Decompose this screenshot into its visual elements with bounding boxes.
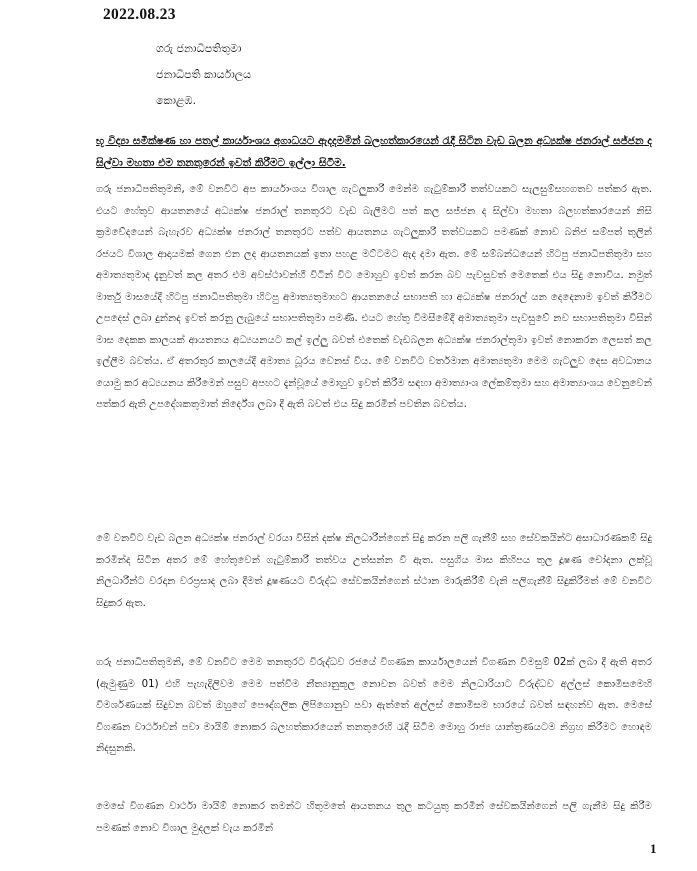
letter-subject: භූ විද්‍යා සමීක්ෂණ හා පතල් කාර්යාංශය අගාධයට ඇදදමමින් බලහත්කාරයෙන් රැදී සිටින වැඩ බලන අධ්‍යක්ෂ ජනරාල් සජ්ජන ද සිල්වා මහතා එම තනතුරෙන් ඉවත් කිරීමට ඉල්ලා සිටීම. [96,135,652,169]
body-paragraph-1: ගරු ජනාධිපතිතුමනි, මේ වනවිට අප කාර්යාංශය විශාල ගැටලුකාරී මෙන්ම ගැටුම්කාරී තත්වයකට සැලසුම්සහගතව පත්කර ඇත. එයට හේතුව ආයතනයේ අධ්‍යක්ෂ ජනරාල් තනතුරට වැඩ බැලීමට පත් කල සජ්ජන ද සිල්වා මහතා බලහත්කාරයෙන් නිසි ක්‍රමවේදයෙන් බැහැරව අධ්‍යක්ෂ ජනරාල් තනතුරට පත්ව ආයතනය ගැටලුකාරී තත්වයකට පමණක් නොව බනිජ සම්පත් තුලින් රජයට විශාල ආදායමක් ගෙන එන ලද ආයතනයක් ඉතා පහළ මට්ටමට ඇද දමා ඇත. මේ සම්බන්ධයෙන් හිටපු ජනාධිපතිතුමා සහ අමාත්‍යතුමාද දැනුවත් කල අතර එම අවස්ථාවන්හී විටින් විට මොහුව ඉවත් කරන බව පැවසුවත් මෙතෙක් එය සිදු නොවිය. නමුත් මාර්තු මාසයේදී හිටපු ජනාධිපතිතුමා හිටපු අමාත්‍යතුමාහට ආයතනයේ සභාපති හා අධ්‍යක්ෂ ජනරාල් යන දෙදෙනාම ඉවත් කිරීමට උපදෙස් ලබා දුන්නද ඉවත් කරනු ලැබුයේ සභාපතිතුමා පමණි. එයට හේතු විමසීමේදී අමාත්‍යතුමා පැවසුවේ නව සභාපතිතුමා විසින් මාස දෙකක කාලයක් ආයතනය අධ්‍යයනයට කල් ඉල්ලු බවත් එතෙක් වැඩබලන අධ්‍යක්ෂ ජනරාල්තුමා ඉවත් නොකරන ලෙසත් කල ඉල්ලීම බවත්ය. ඒ අතරතුර කාලයේදී අමාත්‍ය ධූරය වෙනස් විය. මේ වනවිට වර්තමාන අමාත්‍යතුමා මෙම ගැටලුව දෙස අවධානය යොමු කර අධ්‍යයනය කිරීමෙන් පසුව අපහට දැන්වූයේ මොහුව ඉවත් කිරීම සඳහා අමාත්‍යාංශ ලේකම්තුමා සහ අමාත්‍යාංශය වෙනුවෙන් පත්කර ඇති උපදේශකතුමාත් නිර්දේශ ලබා දී ඇති බවත් එය සිදු කරමින් පවතින බවත්ය. [96,184,652,410]
recipient-title: ගරු ජනාධිපතිතුමා [156,42,242,55]
recipient-city: කොළඹ. [156,94,197,107]
body-paragraph-4: මෙසේ විගණන වාර්ථා මායිම් නොකර තමන්ට හිතුමතේ ආයතනය තුල කටයුතු කරමින් සේවකයින්ගෙන් පලි ගැනීම සිදු කිරීම පමණක් නොව විශාල මුදලක් වැය කරමින් [96,801,652,834]
body-paragraph-2: මේ වනවිට වැඩ බලන අධ්‍යක්ෂ ජනරාල් වරයා විසින් දක්ෂ නිලධාරීන්ගෙන් සිදු කරන පලි ගැනීම් සහ සේවකයින්ට අසාධාරණකම් සිදු කරමින්ද සිටින අතර මේ හේතුවෙන් ගැටුම්කාරී තත්වය උත්සන්න වී ඇත. පසුගිය මාස කිහිපය තුල දූෂණ චෝදනා ලක්වූ නිලධාරීන්ට වරදාන වරප්‍රසාද ලබා දීමත් දූෂණයට විරුද්ධ සේවකයින්ගෙන් ස්ථාන මාරුකිරීම් වැනි පලිගැනීම් සිදුකිරීමත් මේ වනවිට සිදුකර ඇත. [96,533,652,609]
recipient-office: ජනාධිපති කාර්යාලය [156,68,252,81]
body-paragraph-3: ගරු ජනාධිපතිතුමනි, මේ වනවිට මෙම තනතුරට විරුද්ධව රජයේ විගණන කාර්යාලයෙන් විගණන විමසුම් 02ක් ලබා දී ඇති අතර (ඇමුණුම 01) එහි පැහැදිලිවම මෙම පත්වීම නීත්‍යානුකූල නොවන බවත් මෙම නිලධාරියාට විරුද්ධව අල්ලස් කොමිසමෙහි විමර්ශණයක් සිදුවන බවත් ඔහුගේ පෞද්ගලික ලිපිගොනුව පවා ඇත්තේ අල්ලස් කොමිසම භාරයේ බවත් සඳහන්ව ඇත. මෙසේ විගණන වාර්ථාවන් පවා මායිම් නොකර බලහත්කාරයෙන් තනතුරෙහි රැදී සිටීම මොහු රාජ්‍ය යාන්ත්‍රණයටම නිග්‍රහ කිරීමට හොඳම නිදසුනකි. [96,657,652,754]
page-number: 1 [650,841,657,856]
letter-date: 2022.08.23 [103,6,176,23]
